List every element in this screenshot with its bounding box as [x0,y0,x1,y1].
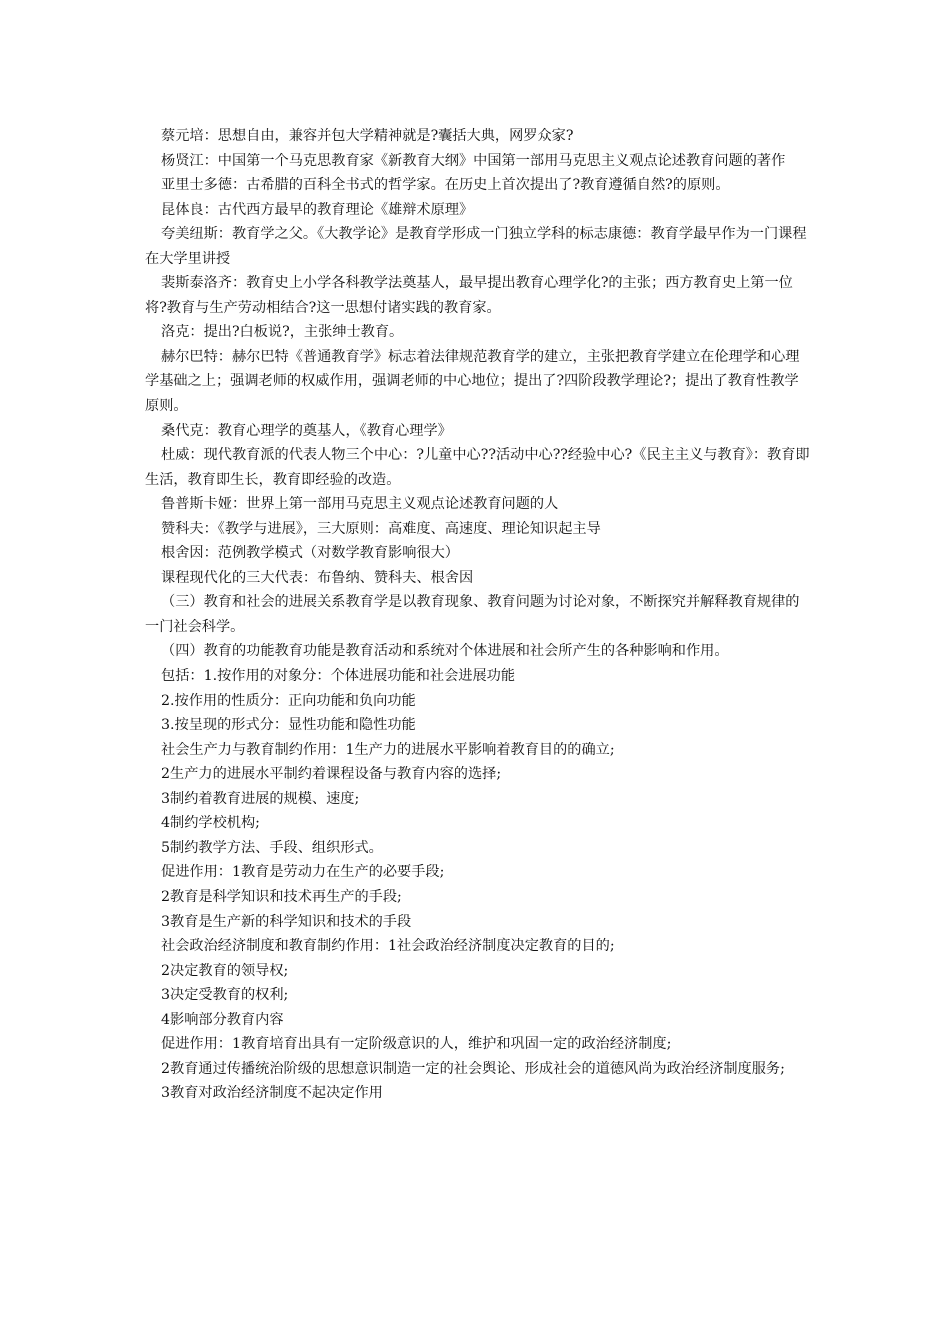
paragraph: 2.按作用的性质分：正向功能和负向功能 [161,692,416,709]
paragraph: 5制约教学方法、手段、组织形式。 [161,839,383,856]
paragraph: 昆体良：古代西方最早的教育理论《雄辩术原理》 [161,201,474,218]
paragraph: 鲁普斯卡娅：世界上第一部用马克思主义观点论述教育问题的人 [161,496,559,513]
paragraph: 裴斯泰洛齐：教育史上小学各科教学法奠基人，最早提出教育心理学化?的主张；西方教育史上第一位将?教育与生产劳动相结合?这一思想付诸实践的教育家。 [145,275,793,316]
paragraph: 根舍因：范例教学模式（对数学教育影响很大） [161,545,459,562]
paragraph: 蔡元培：思想自由，兼容并包大学精神就是?囊括大典，网罗众家? [161,128,574,144]
paragraph: 包括：1.按作用的对象分：个体进展功能和社会进展功能 [161,668,516,685]
paragraph: 赫尔巴特：赫尔巴特《普通教育学》标志着法律规范教育学的建立，主张把教育学建立在伦理学和心理学基础之上；强调老师的权威作用，强调老师的中心地位；提出了?四阶段教学理论?；提出了教育性教学原则。 [145,348,800,415]
paragraph: 2生产力的进展水平制约着课程设备与教育内容的选择; [161,766,502,783]
paragraph: （三）教育和社会的进展关系教育学是以教育现象、教育问题为讨论对象，不断探究并解释教育规律的一门社会科学。 [145,594,800,635]
paragraph: 4制约学校机构; [161,815,260,832]
paragraph: 2教育是科学知识和技术再生产的手段; [161,888,402,905]
paragraph: 桑代克：教育心理学的奠基人，《教育心理学》 [161,422,452,439]
paragraph: 促进作用：1教育培育出具有一定阶级意识的人，维护和巩固一定的政治经济制度; [161,1036,672,1053]
paragraph: 2教育通过传播统治阶级的思想意识制造一定的社会舆论、形成社会的道德风尚为政治经济制度服务; [161,1060,785,1077]
paragraph: 赞科夫：《教学与进展》，三大原则：高难度、高速度、理论知识起主导 [161,520,601,537]
paragraph: 3制约着教育进展的规模、速度; [161,790,360,807]
paragraph: （四）教育的功能教育功能是教育活动和系统对个体进展和社会所产生的各种影响和作用。 [161,643,729,660]
paragraph: 夸美纽斯：教育学之父。《大教学论》是教育学形成一门独立学科的标志康德：教育学最早作为一门课程在大学里讲授 [145,226,807,267]
paragraph: 洛克：提出?白板说?，主张绅士教育。 [161,324,404,341]
paragraph: 2决定教育的领导权; [161,962,289,979]
paragraph: 杜威：现代教育派的代表人物三个中心：?儿童中心??活动中心??经验中心?《民主主义与教育》：教育即生活，教育即生长，教育即经验的改造。 [145,447,810,488]
paragraph: 3教育是生产新的科学知识和技术的手段 [161,913,412,930]
paragraph: 3教育对政治经济制度不起决定作用 [161,1085,383,1102]
paragraph: 杨贤江：中国第一个马克思教育家《新教育大纲》中国第一部用马克思主义观点论述教育问题的著作 [161,152,786,169]
paragraph: 亚里士多德：古希腊的百科全书式的哲学家。在历史上首次提出了?教育遵循自然?的原则。 [161,177,730,194]
paragraph: 4影响部分教育内容 [161,1011,284,1028]
paragraph: 社会生产力与教育制约作用：1生产力的进展水平影响着教育目的的确立; [161,741,615,758]
paragraph: 3决定受教育的权利; [161,987,289,1004]
paragraph: 3.按呈现的形式分：显性功能和隐性功能 [161,717,416,734]
paragraph: 促进作用：1教育是劳动力在生产的必要手段; [161,864,445,881]
paragraph: 社会政治经济制度和教育制约作用：1社会政治经济制度决定教育的目的; [161,938,615,955]
document-body [145,124,811,1106]
paragraph: 课程现代化的三大代表：布鲁纳、赞科夫、根舍因 [161,569,474,586]
